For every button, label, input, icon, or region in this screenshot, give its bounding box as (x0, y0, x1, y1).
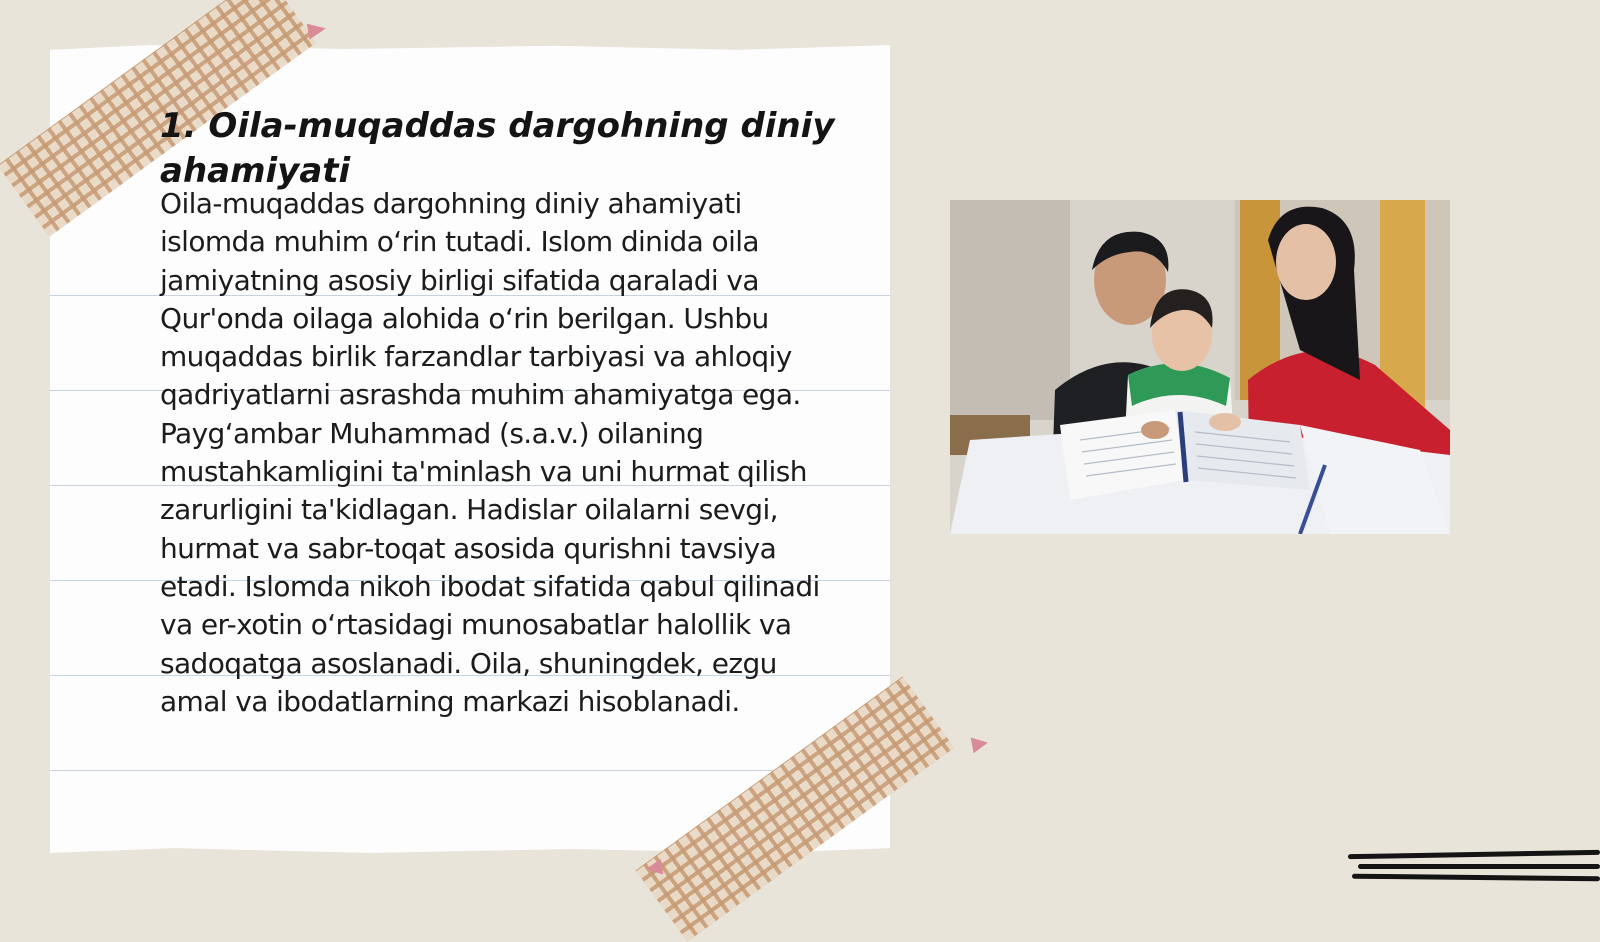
family-reading-photo (950, 200, 1450, 534)
decorative-stroke (1358, 864, 1600, 869)
tape-tab-icon (971, 735, 990, 754)
slide-body-text: Oila-muqaddas dargohning diniy ahamiyati islomda muhim o‘rin tutadi. Islom dinida oila jamiyatning asosiy birligi sifatida qaraladi va Qur'onda oilaga alohida o‘rin berilgan. Ushbu muqaddas birlik farzandlar tarbiyasi va ahloqiy qadriyatlarni asrashda muhim ahamiyatga ega. Payg‘ambar Muhammad (s.a.v.) oilaning mustahkamligini ta'minlash va uni hurmat qilish zarurligini ta'kidlagan. Hadislar oilalarni sevgi, hurmat va sabr-toqat asosida qurishni tavsiya etadi. Islomda nikoh ibodat sifatida qabul qilinadi va er-xotin o‘rtasidagi munosabatlar halollik va sadoqatga asoslanadi. Oila, shuningdek, ezgu amal va ibodatlarning markazi hisoblanadi. (160, 187, 820, 718)
family-reading-illustration (950, 200, 1450, 534)
tape-tab-icon (645, 859, 664, 878)
tape-tab-icon (307, 21, 328, 40)
decorative-stroke (1352, 874, 1600, 882)
decorative-stroke-lines (1348, 848, 1600, 892)
slide-title: 1. Oila-muqaddas dargohning diniy ahamiyati (160, 106, 835, 191)
paper-rule-line (50, 770, 890, 771)
decorative-stroke (1348, 850, 1600, 859)
